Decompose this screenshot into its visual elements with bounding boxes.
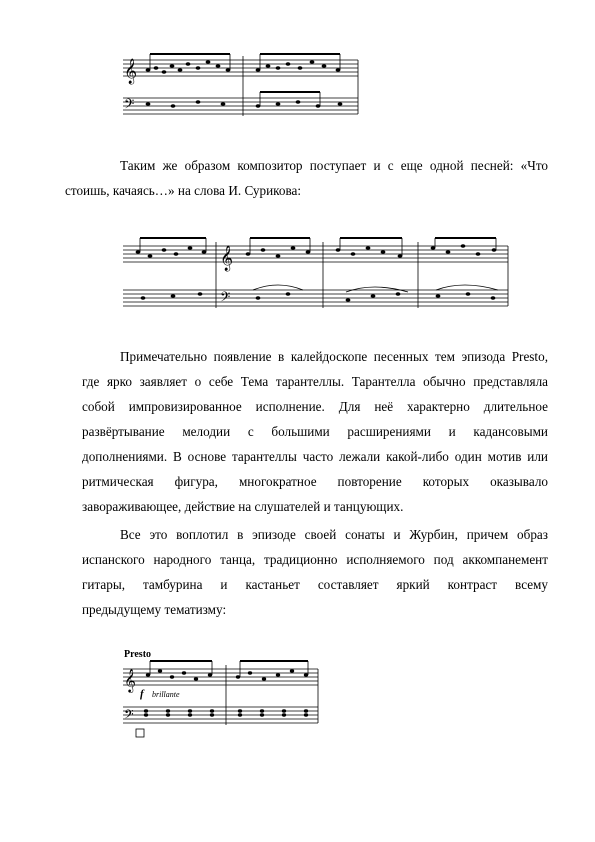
svg-text:𝄢: 𝄢 [124, 707, 134, 725]
paragraph-2-line-3: собой импровизированное исполнение. Для неё характерно длительное [82, 399, 548, 414]
articulation-marking: brillante [152, 690, 180, 699]
dynamic-marking: f [140, 688, 144, 700]
paragraph-2 [82, 344, 548, 519]
paragraph-3-line-1: Все это воплотил в эпизоде своей сонаты и Журбин, причем образ [120, 527, 548, 542]
paragraph-3-line-2: испанского народного танца, традиционно исполняемого под аккомпанемент [82, 552, 548, 567]
music-score-fragment-2 [118, 232, 513, 314]
paragraph-2-line-6: ритмическая фигура, многократное повторение которых оказывало [82, 474, 548, 489]
music-score-fragment-3 [118, 645, 323, 740]
paragraph-2-line-4: развёртывание мелодии с большими расширениями и кадансовыми [82, 424, 548, 439]
svg-text:𝄢: 𝄢 [220, 289, 231, 308]
paragraph-2-line-1: Примечательно появление в калейдоскопе песенных тем эпизода Presto, [120, 349, 548, 364]
svg-text:𝄢: 𝄢 [124, 96, 135, 115]
paragraph-3-line-3: гитары, тамбурина и кастаньет составляет яркий контраст всему [82, 577, 548, 592]
paragraph-1-line-2: стоишь, качаясь…» на слова И. Сурикова: [65, 183, 302, 198]
paragraph-2-line-7: завораживающее, действие на слушателей и танцующих. [82, 499, 404, 514]
music-score-fragment-1 [118, 48, 363, 120]
paragraph-1-line-1: Таким же образом композитор поступает и с еще одной песней: «Что [120, 158, 548, 173]
svg-text:𝄞: 𝄞 [124, 59, 138, 84]
svg-text:𝄞: 𝄞 [124, 668, 136, 692]
paragraph-2-line-2: где ярко заявляет о себе Тема тарантеллы. Тарантелла обычно представляла [82, 374, 548, 389]
paragraph-2-line-5: дополнениями. В основе тарантеллы часто лежали какой-либо один мотив или [82, 449, 548, 464]
paragraph-3 [82, 522, 548, 622]
paragraph-1 [65, 153, 548, 203]
svg-text:𝄞: 𝄞 [220, 246, 234, 271]
paragraph-3-line-4: предыдущему тематизму: [82, 602, 227, 617]
tempo-marking: Presto [124, 649, 152, 660]
